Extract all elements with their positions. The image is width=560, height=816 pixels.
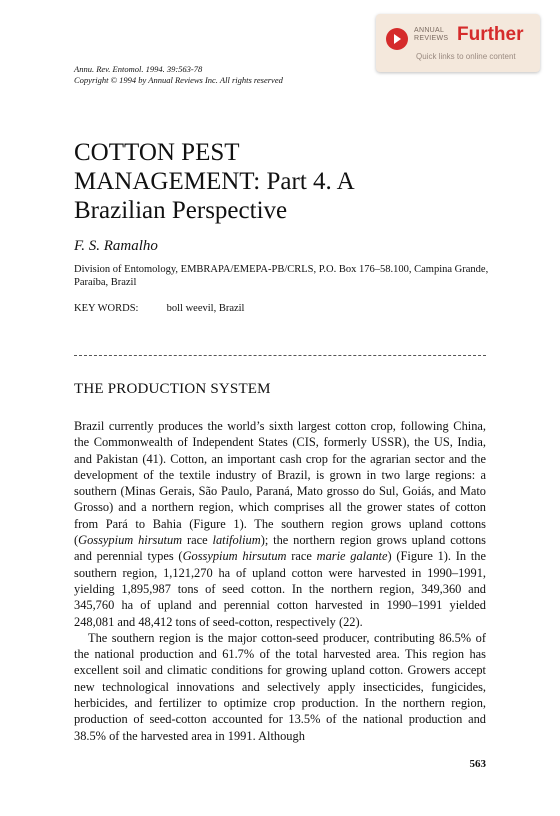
play-icon xyxy=(386,28,408,50)
p1-text-a: Brazil currently produces the world’s sixth largest cotton crop, following China, the Commonwealth of Independent States (CIS, formerly USSR), the US, India, and Pakistan (41). Cotton, an important cash crop for the agrarian sector and the development of the textile industry of Brazil, is grown in two large regions: a southern (Minas Gerais, São Paulo, Paraná, Mato grosso do Sul, Goiás, and Mato Grosso) and a northern region, which comprises all the grower states of cotton from Pará to Bahia (Figure 1). The southern region grows upland cottons ( xyxy=(74,419,486,548)
key-words-value: boll weevil, Brazil xyxy=(166,303,245,314)
section-divider xyxy=(74,355,486,356)
reviews-text: REVIEWS xyxy=(414,35,449,42)
title-line-3: Brazilian Perspective xyxy=(74,197,288,224)
p1-text-i: ) (Figure 1). In the southern region, 1,121,270 ha of upland cotton were harvested in 1990–1991, yielding 1,895,987 tons of seed cotton. In the northern region, 349,360 and 345,760 ha of upland and perennial cotton harvested in 1990–1991 yielded 248,081 and 48,412 tons of seed-cotton, respectively (22). xyxy=(74,549,487,629)
annual-reviews-label xyxy=(414,27,448,43)
article-title xyxy=(74,138,474,225)
paragraph-2: The southern region is the major cotton-seed producer, contributing 86.5% of the national production and 61.7% of the total harvested area. This region has excellent soil and climatic conditions for growing upland cotton. Growers accept new technological innovations and selectively apply insecticides, fungicides, herbicides, and fertilizer to optimize crop production. In the northern region, production of seed-cotton accounted for 13.5% of the national production and 38.5% of the harvested area in 1991. Although xyxy=(74,630,486,743)
further-banner[interactable] xyxy=(376,14,540,72)
section-heading: THE PRODUCTION SYSTEM xyxy=(74,381,271,397)
citation-line-1: Annu. Rev. Entomol. 1994. 39:563-78 xyxy=(74,64,203,74)
journal-citation xyxy=(74,64,283,86)
paragraph-1 xyxy=(74,418,486,630)
p1-text-g: race xyxy=(286,549,317,564)
p1-species: Gossypium hirsutum xyxy=(78,533,183,548)
p1-race: latifolium xyxy=(212,533,261,548)
p1-race-2: marie galante xyxy=(316,549,388,564)
key-words xyxy=(74,303,244,314)
body-text xyxy=(74,418,486,744)
p1-text-e: ); the northern region grows upland cottons and perennial types ( xyxy=(74,533,487,564)
further-wordmark: Further xyxy=(457,24,524,45)
page-number: 563 xyxy=(469,758,486,770)
author-name: F. S. Ramalho xyxy=(74,238,158,254)
p1-species-2: Gossypium hirsutum xyxy=(182,549,287,564)
title-line-1: COTTON PEST xyxy=(74,139,240,166)
key-words-label: KEY WORDS: xyxy=(74,303,139,314)
citation-line-2: Copyright © 1994 by Annual Reviews Inc. All rights reserved xyxy=(74,75,283,85)
further-subtitle: Quick links to online content xyxy=(416,52,516,61)
p1-text-c: race xyxy=(182,533,213,548)
annual-text: ANNUAL xyxy=(414,27,445,34)
author-affiliation: Division of Entomology, EMBRAPA/EMEPA-PB/CRLS, P.O. Box 176–58.100, Campina Grande, Paraíba, Brazil xyxy=(74,264,489,288)
title-line-2: MANAGEMENT: Part 4. A xyxy=(74,168,355,195)
